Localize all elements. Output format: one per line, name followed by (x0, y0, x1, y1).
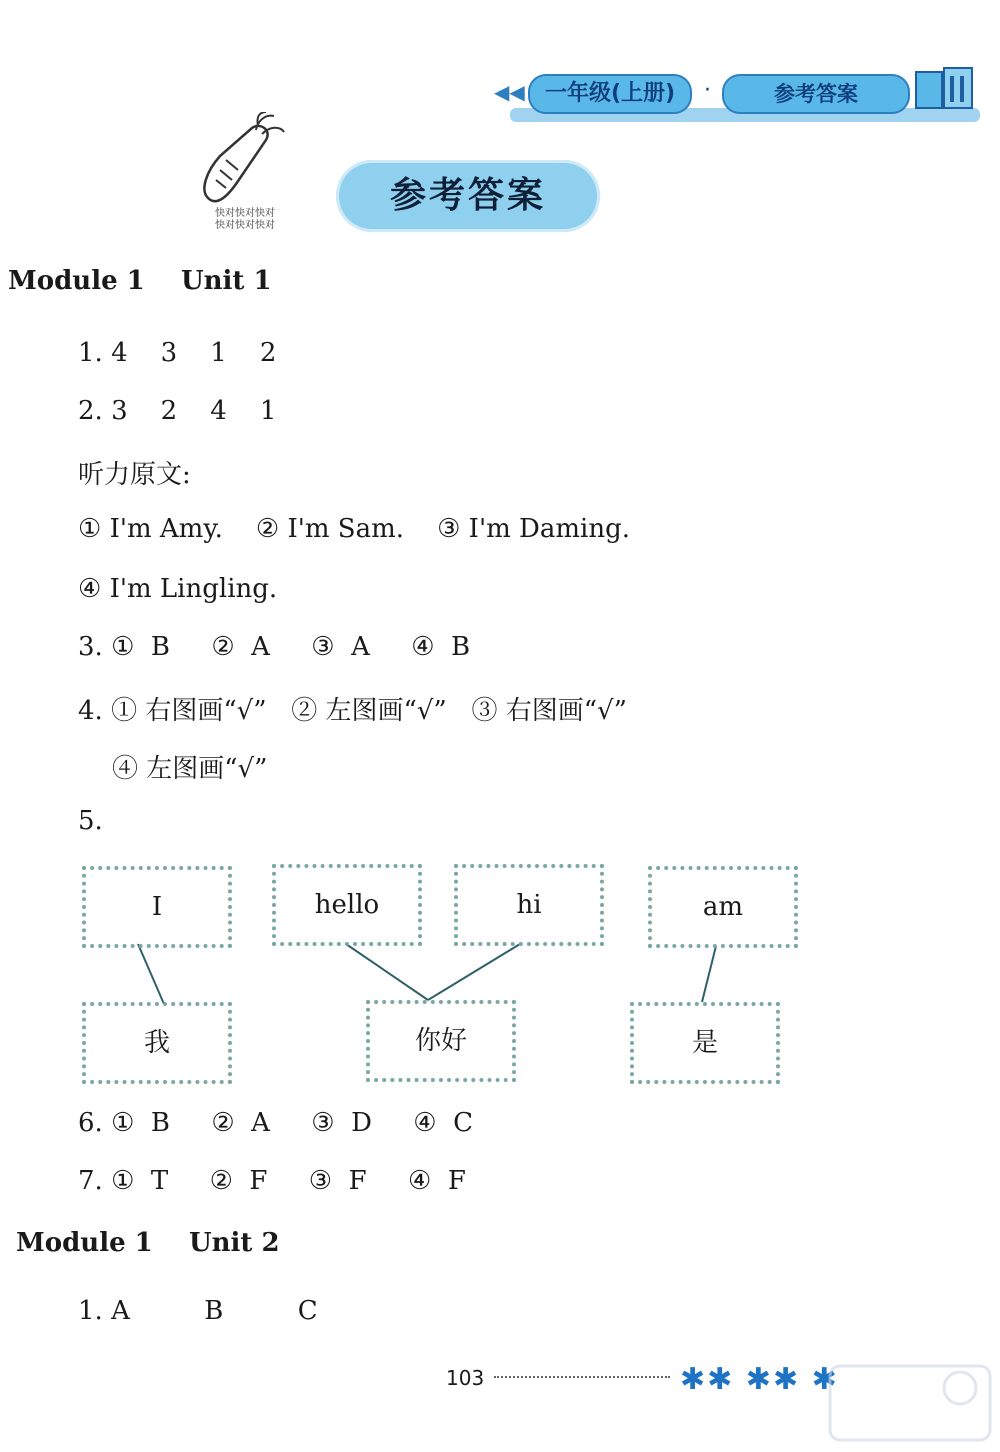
answer-q2: 2. 3 2 4 1 (78, 396, 277, 426)
mascot-caption-line-2: 快对快对快对 (215, 220, 275, 231)
section-label: 参考答案 (722, 74, 910, 114)
listening-label: 听力原文: (78, 460, 191, 490)
answer-q5: 5. (78, 806, 103, 836)
answer-q3: 3. ① B ② A ③ A ④ B (78, 632, 471, 662)
answer-q6: 6. ① B ② A ③ D ④ C (78, 1108, 474, 1138)
match-top-box: am (648, 866, 798, 948)
match-top-box: hi (454, 864, 604, 946)
listening-line-1: ① I'm Amy. ② I'm Sam. ③ I'm Daming. (78, 514, 630, 544)
double-left-arrow-icon: ◀◀ (494, 80, 525, 104)
watermark-logo (820, 1358, 1000, 1448)
carrot-icon (196, 112, 292, 212)
listening-line-2: ④ I'm Lingling. (78, 574, 278, 604)
answer-q7: 7. ① T ② F ③ F ④ F (78, 1166, 466, 1196)
grade-label: 一年级(上册) (528, 74, 692, 114)
footer-dotted-line (494, 1376, 670, 1378)
page-number: 103 (446, 1366, 485, 1390)
match-bottom-box: 我 (82, 1002, 232, 1084)
star-icon: ✱✱ ✱✱ ✱ (680, 1362, 839, 1397)
answer-q4-line-1: 4. ① 右图画“√” ② 左图画“√” ③ 右图画“√” (78, 696, 627, 726)
header-separator: · (704, 78, 711, 103)
mascot-caption (200, 208, 290, 232)
answer-q4-line-2: ④ 左图画“√” (112, 754, 268, 784)
section-heading-unit-2: Module 1 Unit 2 (16, 1228, 280, 1258)
book-icon (912, 64, 976, 114)
answer-q1: 1. 4 3 1 2 (78, 338, 277, 368)
mascot-caption-line-1: 快对快对快对 (215, 208, 275, 219)
match-bottom-box: 你好 (366, 1000, 516, 1082)
match-top-box: hello (272, 864, 422, 946)
match-bottom-box: 是 (630, 1002, 780, 1084)
match-top-box: I (82, 866, 232, 948)
section-heading-unit-1: Module 1 Unit 1 (8, 266, 272, 296)
page-title: 参考答案 (389, 175, 546, 216)
answer-unit2-q1: 1. A B C (78, 1296, 318, 1326)
